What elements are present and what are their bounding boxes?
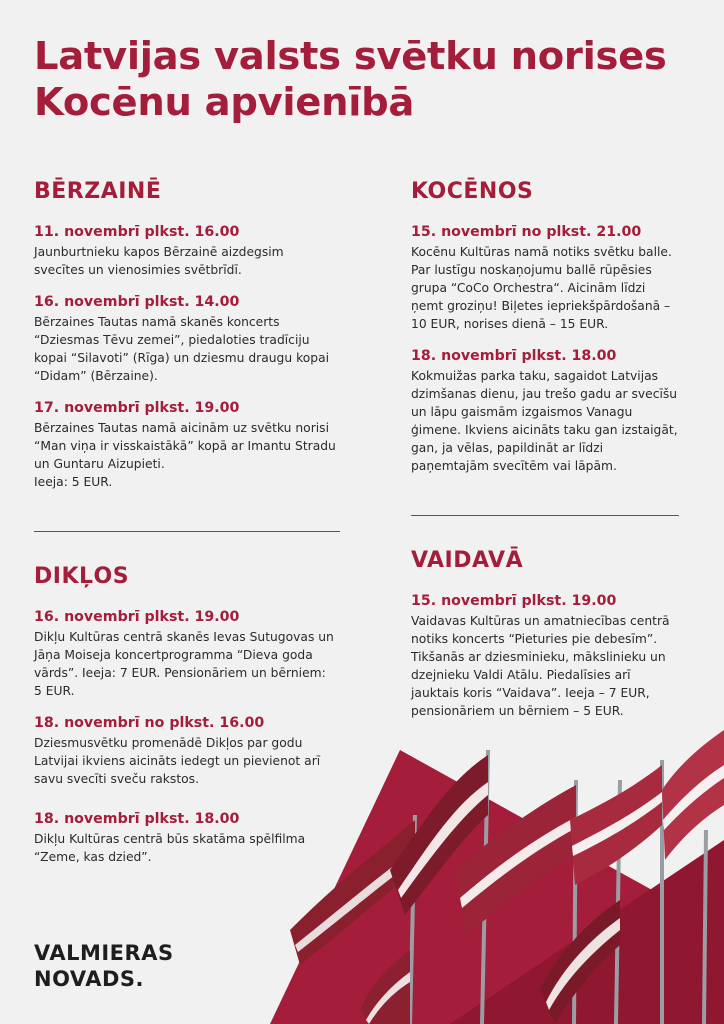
event-date: 11. novembrī plkst. 16.00 bbox=[34, 224, 240, 240]
event-date: 18. novembrī no plkst. 16.00 bbox=[34, 715, 265, 731]
event-description: Bērzaines Tautas namā skanēs koncerts “Dziesmas Tēvu zemei”, piedaloties tradīciju kopai “Silavoti” (Rīga) un dziesmu draugu kopai “Didam” (Bērzaine). bbox=[34, 315, 330, 383]
event-description: Dikļu Kultūras centrā būs skatāma spēlfilma “Zeme, kas dzied”. bbox=[34, 832, 306, 864]
divider-left bbox=[34, 531, 340, 532]
event-description: Jaunburtnieku kapos Bērzainē aizdegsim svecītes un vienosimies svētbrīdī. bbox=[34, 245, 284, 277]
divider-right bbox=[411, 515, 679, 516]
event-item bbox=[34, 608, 364, 700]
section-heading-diklos: DIKĻOS bbox=[34, 564, 130, 589]
flag-5 bbox=[662, 730, 724, 860]
event-item bbox=[34, 223, 364, 279]
logo-line-2: NOVADS. bbox=[34, 967, 144, 991]
valmieras-novads-logo bbox=[34, 940, 174, 992]
event-date: 16. novembrī plkst. 14.00 bbox=[34, 294, 240, 310]
section-berzaine bbox=[34, 178, 364, 491]
event-description: Kokmuižas parka taku, sagaidot Latvijas dzimšanas dienu, jau trešo gadu ar svecīšu un lāpu gaismām izgaismos Vanagu ģimene. Ikviens aicināts taku gan izstaigāt, gan, ja vēlas, papildināt ar līdzi paņemtajām svecītēm vai lāpām. bbox=[411, 369, 678, 473]
event-date: 18. novembrī plkst. 18.00 bbox=[34, 811, 240, 827]
logo-line-1: VALMIERAS bbox=[34, 941, 174, 965]
section-vaidava bbox=[411, 547, 701, 720]
event-date: 17. novembrī plkst. 19.00 bbox=[34, 400, 240, 416]
page-title bbox=[34, 34, 694, 126]
section-koceni bbox=[411, 178, 701, 475]
event-description: Vaidavas Kultūras un amatniecības centrā notiks koncerts “Pieturies pie debesīm”. Tikšanās ar dziesminieku, mākslinieku un dzejnieku Valdi Atālu. Piedalīsies arī jauktais koris “Vaidava”. Ieeja – 7 EUR, pensionāriem un bērniem – 5 EUR. bbox=[411, 614, 670, 718]
event-item bbox=[411, 347, 701, 475]
event-item bbox=[34, 293, 364, 385]
left-column bbox=[34, 178, 364, 505]
event-date: 15. novembrī plkst. 19.00 bbox=[411, 593, 617, 609]
section-heading-vaidava: VAIDAVĀ bbox=[411, 548, 524, 573]
right-column bbox=[411, 178, 701, 489]
event-item bbox=[34, 399, 364, 491]
event-description: Dziesmusvētku promenādē Dikļos par godu Latvijai ikviens aicināts iedegt un pievienot arī savu svecīti sveču rakstos. bbox=[34, 736, 321, 786]
event-description: Dikļu Kultūras centrā skanēs Ievas Sutugovas un Jāņa Moiseja koncertprogramma “Dieva goda vārds”. Ieeja: 7 EUR. Pensionāriem un bērniem: 5 EUR. bbox=[34, 630, 334, 698]
latvian-flags-illustration bbox=[270, 700, 724, 1024]
flag-4 bbox=[570, 765, 662, 885]
section-heading-koceni: KOCĒNOS bbox=[411, 179, 534, 204]
event-date: 18. novembrī plkst. 18.00 bbox=[411, 348, 617, 364]
title-line-1: Latvijas valsts svētku norises bbox=[34, 34, 667, 79]
event-item bbox=[411, 223, 701, 333]
event-description: Bērzaines Tautas namā aicinām uz svētku norisi “Man viņa ir visskaistākā” kopā ar Imantu Stradu un Guntaru Aizupieti. Ieeja: 5 EUR. bbox=[34, 421, 336, 489]
event-description: Kocēnu Kultūras namā notiks svētku balle. Par lustīgu noskaņojumu ballē rūpēsies grupa “CoCo Orchestra“. Aicinām līdzi ņemt groziņu! Biļetes iepriekšpārdošanā – 10 EUR, norises dienā – 15 EUR. bbox=[411, 245, 672, 331]
event-date: 16. novembrī plkst. 19.00 bbox=[34, 609, 240, 625]
event-date: 15. novembrī no plkst. 21.00 bbox=[411, 224, 642, 240]
section-heading-berzaine: BĒRZAINĒ bbox=[34, 179, 162, 204]
title-line-2: Kocēnu apvienībā bbox=[34, 80, 415, 125]
